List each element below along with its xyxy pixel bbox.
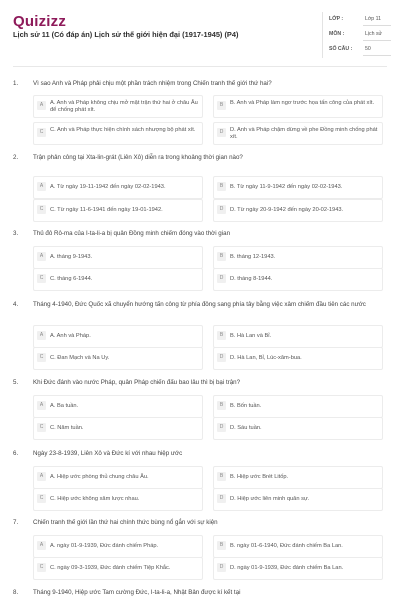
option-letter: D	[217, 563, 226, 572]
question-text: Chiến tranh thế giới lần thứ hai chính thức bùng nổ gắn với sự kiện	[33, 519, 218, 526]
option-b[interactable]	[213, 325, 383, 348]
option-letter: B	[217, 182, 226, 191]
option-a[interactable]	[33, 246, 203, 269]
question-number: 1.	[13, 80, 19, 87]
option-letter: A	[37, 182, 46, 191]
option-letter: A	[37, 101, 46, 110]
option-d[interactable]	[213, 122, 383, 145]
option-text: B. ngày 01-6-1940, Đức đánh chiếm Ba Lan.	[230, 543, 343, 549]
option-letter: A	[37, 331, 46, 340]
meta-count-label: SỐ CÂU :	[329, 46, 353, 52]
option-a[interactable]	[33, 176, 203, 199]
worksheet-meta	[322, 12, 391, 58]
option-d[interactable]	[213, 199, 383, 222]
option-text: C. tháng 6-1944.	[50, 276, 93, 282]
option-letter: D	[217, 423, 226, 432]
option-d[interactable]	[213, 268, 383, 291]
option-a[interactable]	[33, 535, 203, 558]
question-text: Thủ đô Rô-ma của I-ta-li-a bị quân Đồng minh chiếm đóng vào thời gian	[33, 230, 231, 237]
option-letter: C	[37, 205, 46, 214]
question-number: 3.	[13, 230, 19, 237]
option-text: B. Từ ngày 11-9-1942 đến ngày 02-02-1943.	[230, 184, 343, 190]
question-number: 7.	[13, 519, 19, 526]
option-letter: A	[37, 472, 46, 481]
option-text: B. Bốn tuần.	[230, 403, 262, 409]
option-letter: A	[37, 252, 46, 261]
option-text: A. Ba tuần.	[50, 403, 79, 409]
meta-line	[363, 40, 391, 41]
option-text: C. Anh và Pháp thực hiện chính sách nhượng bộ phát xít.	[50, 127, 196, 133]
option-letter: B	[217, 331, 226, 340]
option-letter: B	[217, 541, 226, 550]
option-letter: D	[217, 205, 226, 214]
option-c[interactable]	[33, 122, 203, 145]
option-letter: D	[217, 353, 226, 362]
option-text: B. Anh và Pháp làm ngơ trước họa tấn công của phát xít.	[230, 100, 375, 106]
option-letter: C	[37, 274, 46, 283]
meta-class-value: Lớp 11	[365, 16, 381, 22]
option-a[interactable]	[33, 395, 203, 418]
option-letter: B	[217, 472, 226, 481]
option-text: D. ngày 01-9-1939, Đức đánh chiếm Ba Lan.	[230, 565, 344, 571]
option-c[interactable]	[33, 417, 203, 440]
option-b[interactable]	[213, 95, 383, 118]
option-text: D. tháng 8-1944.	[230, 276, 273, 282]
option-c[interactable]	[33, 347, 203, 370]
quizizz-logo: Quizizz	[13, 13, 67, 30]
option-text: A. Từ ngày 19-11-1942 đến ngày 02-02-1943.	[50, 184, 166, 190]
meta-class-label: LỚP :	[329, 16, 344, 22]
meta-count-value: 50	[365, 46, 371, 52]
option-letter: C	[37, 128, 46, 137]
option-letter: D	[217, 274, 226, 283]
meta-line	[363, 55, 391, 56]
option-c[interactable]	[33, 488, 203, 511]
option-text: C. ngày 09-3-1939, Đức đánh chiếm Tiệp Khắc.	[50, 565, 171, 571]
meta-subject-value: Lịch sử	[365, 31, 383, 37]
option-text: D. Sáu tuần.	[230, 425, 262, 431]
option-text: C. Từ ngày 11-6-1941 đến ngày 19-01-1942.	[50, 207, 163, 213]
option-text: D. Hiệp ước liên minh quân sự.	[230, 496, 310, 502]
option-b[interactable]	[213, 466, 383, 489]
option-text: A. Hiệp ước phòng thủ chung châu Âu.	[50, 474, 149, 480]
option-letter: A	[37, 401, 46, 410]
option-letter: C	[37, 353, 46, 362]
option-text: C. Năm tuần.	[50, 425, 84, 431]
question-number: 2.	[13, 154, 19, 161]
option-c[interactable]	[33, 199, 203, 222]
question-number: 4.	[13, 301, 19, 308]
option-d[interactable]	[213, 557, 383, 580]
option-b[interactable]	[213, 246, 383, 269]
meta-count-row	[329, 44, 391, 56]
worksheet-title: Lịch sử 11 (Có đáp án) Lịch sử thế giới hiện đại (1917-1945) (P4)	[13, 30, 239, 39]
question-text: Trận phản công tại Xta-lin-grát (Liên Xô) diễn ra trong khoảng thời gian nào?	[33, 154, 243, 161]
option-c[interactable]	[33, 557, 203, 580]
option-c[interactable]	[33, 268, 203, 291]
question-text: Vì sao Anh và Pháp phải chịu một phần trách nhiệm trong Chiến tranh thế giới thứ hai?	[33, 80, 272, 87]
option-text: C. Đan Mạch và Na Uy.	[50, 355, 110, 361]
option-letter: C	[37, 563, 46, 572]
option-letter: B	[217, 101, 226, 110]
option-b[interactable]	[213, 395, 383, 418]
option-text: A. Anh và Pháp không chịu mở mặt trận thứ hai ở châu Âu để chống phát xít.	[50, 100, 198, 113]
option-letter: C	[37, 494, 46, 503]
question-number: 8.	[13, 589, 19, 596]
meta-class-row	[329, 14, 391, 26]
header-divider	[13, 66, 387, 67]
option-text: B. Hiệp ước Brét Litốp.	[230, 474, 289, 480]
option-d[interactable]	[213, 488, 383, 511]
option-a[interactable]	[33, 325, 203, 348]
option-text: D. Anh và Pháp chậm dừng về phe Đồng minh chống phát xít.	[230, 127, 378, 140]
option-text: C. Hiệp ước không xâm lược nhau.	[50, 496, 140, 502]
option-b[interactable]	[213, 176, 383, 199]
option-text: A. ngày 01-9-1939, Đức đánh chiếm Pháp.	[50, 543, 159, 549]
meta-line	[363, 25, 391, 26]
option-text: D. Hà Lan, Bỉ, Lúc-xăm-bua.	[230, 355, 302, 361]
question-text: Ngày 23-8-1939, Liên Xô và Đức kí với nhau hiệp ước	[33, 450, 183, 457]
question-text: Tháng 9-1940, Hiệp ước Tam cường Đức, I-ta-li-a, Nhật Bản được kí kết tại	[33, 589, 241, 596]
option-d[interactable]	[213, 417, 383, 440]
question-number: 5.	[13, 379, 19, 386]
option-text: A. tháng 9-1943.	[50, 254, 93, 260]
meta-subject-row	[329, 29, 391, 41]
option-text: B. tháng 12-1943.	[230, 254, 276, 260]
option-letter: B	[217, 401, 226, 410]
option-letter: D	[217, 494, 226, 503]
question-text: Khi Đức đánh vào nước Pháp, quân Pháp chiến đấu bao lâu thì bị bại trận?	[33, 379, 241, 386]
option-text: A. Anh và Pháp.	[50, 333, 91, 339]
option-letter: C	[37, 423, 46, 432]
question-number: 6.	[13, 450, 19, 457]
question-text: Tháng 4-1940, Đức Quốc xã chuyển hướng tấn công từ phía đông sang phía tây bằng việc xâm chiếm đầu tiên các nước	[33, 301, 366, 308]
option-a[interactable]	[33, 466, 203, 489]
meta-subject-label: MÔN :	[329, 31, 345, 37]
worksheet-header	[0, 0, 400, 68]
option-letter: A	[37, 541, 46, 550]
option-d[interactable]	[213, 347, 383, 370]
option-letter: B	[217, 252, 226, 261]
option-letter: D	[217, 128, 226, 137]
option-text: D. Từ ngày 20-9-1942 đến ngày 20-02-1943.	[230, 207, 344, 213]
option-a[interactable]	[33, 95, 203, 118]
option-b[interactable]	[213, 535, 383, 558]
option-text: B. Hà Lan và Bỉ.	[230, 333, 272, 339]
